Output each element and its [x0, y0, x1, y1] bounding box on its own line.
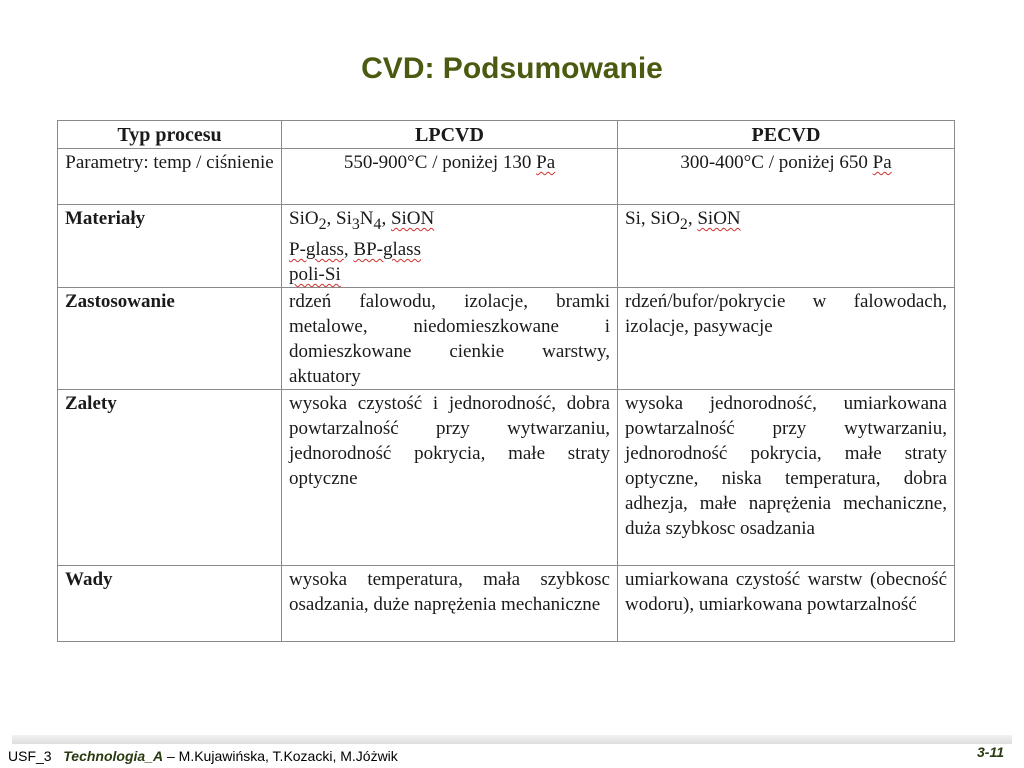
table-row-drawbacks — [58, 565, 955, 641]
table-row-application — [58, 287, 955, 389]
mat-si-sub: 3 — [351, 215, 360, 233]
table-row-materials — [58, 205, 955, 288]
footer-course: USF_3 — [8, 748, 52, 764]
mat-n-sub: 4 — [373, 215, 382, 233]
header-process-type: Typ procesu — [58, 121, 282, 149]
table-row-advantages — [58, 389, 955, 565]
advantages-label: Zalety — [58, 389, 282, 565]
params-label: Parametry: temp / ciśnienie — [58, 149, 282, 205]
params-lpcvd — [282, 149, 618, 205]
advantages-pecvd: wysoka jednorodność, umiarkowana powtarzalność przy wytwarzaniu, jednorodność pokrycia, małe straty optyczne, niska temperatura, dobra adhezja, małe naprężenia mechaniczne, duża szybkosc osadzania — [618, 389, 955, 565]
params-lpcvd-range: 550-900°C / poniżej 130 — [343, 152, 537, 173]
mat-sep2: , — [381, 208, 391, 229]
header-pecvd: PECVD — [618, 121, 955, 149]
table-header-row — [58, 121, 955, 149]
mat-sio-sub: 2 — [318, 215, 327, 233]
slide-title: CVD: Podsumowanie — [361, 52, 663, 85]
mat-sio: SiO — [289, 208, 319, 229]
mat-bpglass: BP-glass — [353, 238, 421, 260]
materials-label: Materiały — [58, 205, 282, 288]
params-pecvd — [618, 149, 955, 205]
drawbacks-pecvd: umiarkowana czystość warstw (obecność wodoru), umiarkowana powtarzalność — [618, 565, 955, 641]
page-number: 3-11 — [977, 744, 1004, 760]
header-lpcvd: LPCVD — [282, 121, 618, 149]
application-pecvd: rdzeń/bufor/pokrycie w falowodach, izolacje, pasywacje — [618, 287, 955, 389]
mat-sep1: , Si — [326, 208, 352, 229]
footer-authors: M.Kujawińska, T.Kozacki, M.Jóżwik — [178, 748, 398, 764]
drawbacks-label: Wady — [58, 565, 282, 641]
mat-pecvd-si: Si, SiO — [625, 208, 680, 229]
mat-pglass: P-glass — [289, 238, 344, 260]
mat-comma: , — [343, 238, 354, 260]
footer-separator: – — [163, 748, 179, 764]
mat-pecvd-sion: SiON — [697, 208, 741, 229]
params-lpcvd-unit: Pa — [536, 152, 556, 173]
footer-text — [8, 748, 398, 764]
params-pecvd-unit: Pa — [872, 152, 892, 173]
materials-pecvd — [618, 205, 955, 288]
table-row-params — [58, 149, 955, 205]
mat-n: N — [359, 208, 374, 229]
mat-polisi: poli-Si — [289, 263, 341, 285]
mat-pecvd-sep: , — [687, 208, 698, 229]
mat-pecvd-sub: 2 — [679, 215, 688, 233]
mat-sion: SiON — [390, 208, 435, 229]
application-lpcvd: rdzeń falowodu, izolacje, bramki metalowe, niedomieszkowane i domieszkowane cienkie warstwy, aktuatory — [282, 287, 618, 389]
advantages-lpcvd: wysoka czystość i jednorodność, dobra powtarzalność przy wytwarzaniu, jednorodność pokrycia, małe straty optyczne — [282, 389, 618, 565]
params-pecvd-range: 300-400°C / poniżej 650 — [680, 152, 873, 173]
cvd-comparison-table — [57, 120, 955, 642]
footer-subject: Technologia_A — [63, 748, 164, 764]
drawbacks-lpcvd: wysoka temperatura, mała szybkosc osadzania, duże naprężenia mechaniczne — [282, 565, 618, 641]
materials-lpcvd — [282, 205, 618, 288]
application-label: Zastosowanie — [58, 287, 282, 389]
footer-divider — [12, 735, 1012, 744]
